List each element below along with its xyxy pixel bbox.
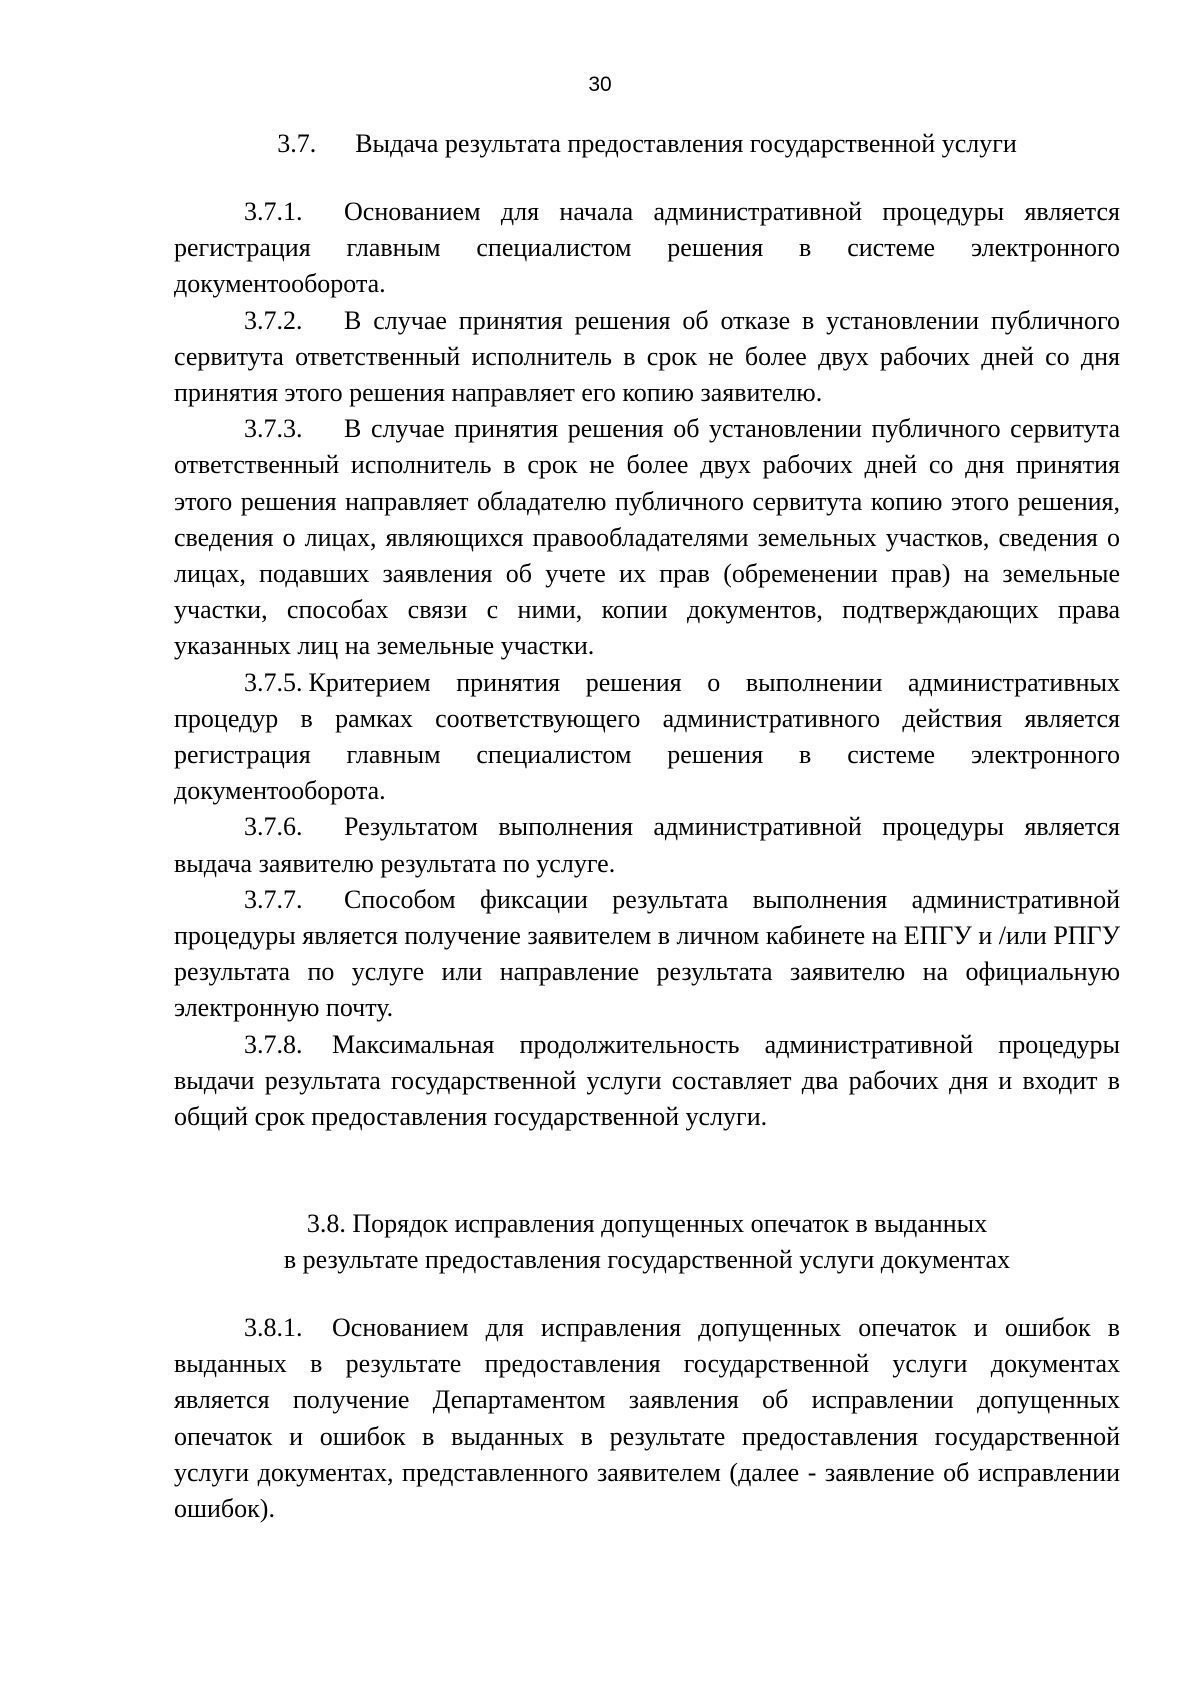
- section-3-8-body: [174, 1310, 1120, 1527]
- paragraph-number: 3.7.8.: [244, 1029, 303, 1059]
- paragraph-number: 3.7.6.: [244, 812, 303, 842]
- paragraph-text: Максимальная продолжительность административной процедуры выдачи результата государственной услуги составляет два рабочих дня и входит в общий срок предоставления государственной услуги.: [174, 1029, 1120, 1132]
- section-3-8-title-line-1: 3.8. Порядок исправления допущенных опечаток в выданных: [306, 1209, 988, 1238]
- paragraph-3-8-1: [174, 1310, 1120, 1527]
- paragraph-number: 3.8.1.: [244, 1313, 303, 1342]
- paragraph-3-7-2: [174, 303, 1120, 412]
- paragraph-number: 3.7.3.: [244, 414, 303, 444]
- paragraph-text: Критерием принятия решения о выполнении административных процедур в рамках соответствующего административного действия является регистрация главным специалистом решения в системе электронного документооборота.: [174, 667, 1120, 806]
- section-3-7-number: 3.7.: [277, 129, 317, 158]
- paragraph-text: В случае принятия решения об установлении публичного сервитута ответственный исполнитель в срок не более двух рабочих дней со дня принятия этого решения направляет обладателю публичного сервитута копию этого решения, сведения о лицах, являющихся правообладателями земельных участков, сведения о лицах, подавших заявления об учете их прав (обременении прав) на земельные участки, способах связи с ними, копии документов, подтверждающих права указанных лиц на земельные участки.: [174, 414, 1120, 661]
- paragraph-3-7-1: [174, 194, 1120, 303]
- section-3-7-title: Выдача результата предоставления государственной услуги: [355, 129, 1017, 158]
- paragraph-number: 3.7.1.: [244, 197, 303, 226]
- paragraph-text: Результатом выполнения административной процедуры является выдача заявителю результата по услуге.: [174, 812, 1120, 878]
- page-number: 30: [588, 73, 612, 96]
- section-3-8-title-line-2: в результате предоставления государственной услуги документах: [283, 1245, 1011, 1274]
- section-3-7-heading: [174, 126, 1120, 162]
- paragraph-number: 3.7.7.: [244, 884, 303, 914]
- paragraph-number: 3.7.2.: [244, 305, 303, 335]
- paragraph-3-7-6: [174, 809, 1120, 881]
- paragraph-text: Способом фиксации результата выполнения административной процедуры является получение заявителем в личном кабинете на ЕПГУ и /или РПГУ результата по услуге или направление результата заявителю на официальную электронную почту.: [174, 884, 1120, 1023]
- paragraph-text: Основанием для начала административной процедуры является регистрация главным специалистом решения в системе электронного документооборота.: [174, 197, 1120, 299]
- paragraph-text: В случае принятия решения об отказе в установлении публичного сервитута ответственный исполнитель в срок не более двух рабочих дней со дня принятия этого решения направляет его копию заявителю.: [174, 305, 1120, 408]
- section-3-8-heading: [174, 1206, 1120, 1278]
- paragraph-3-7-3: [174, 411, 1120, 664]
- paragraph-text: Основанием для исправления допущенных опечаток и ошибок в выданных в результате предоставления государственной услуги документах является получение Департаментом заявления об исправлении допущенных опечаток и ошибок в выданных в результате предоставления государственной услуги документах, представленного заявителем (далее - заявление об исправлении ошибок).: [174, 1313, 1120, 1524]
- paragraph-number: 3.7.5.: [244, 667, 303, 697]
- paragraph-3-7-5: [174, 665, 1120, 810]
- paragraph-3-7-8: [174, 1027, 1120, 1136]
- paragraph-3-7-7: [174, 882, 1120, 1027]
- section-3-7-body: [174, 194, 1120, 1135]
